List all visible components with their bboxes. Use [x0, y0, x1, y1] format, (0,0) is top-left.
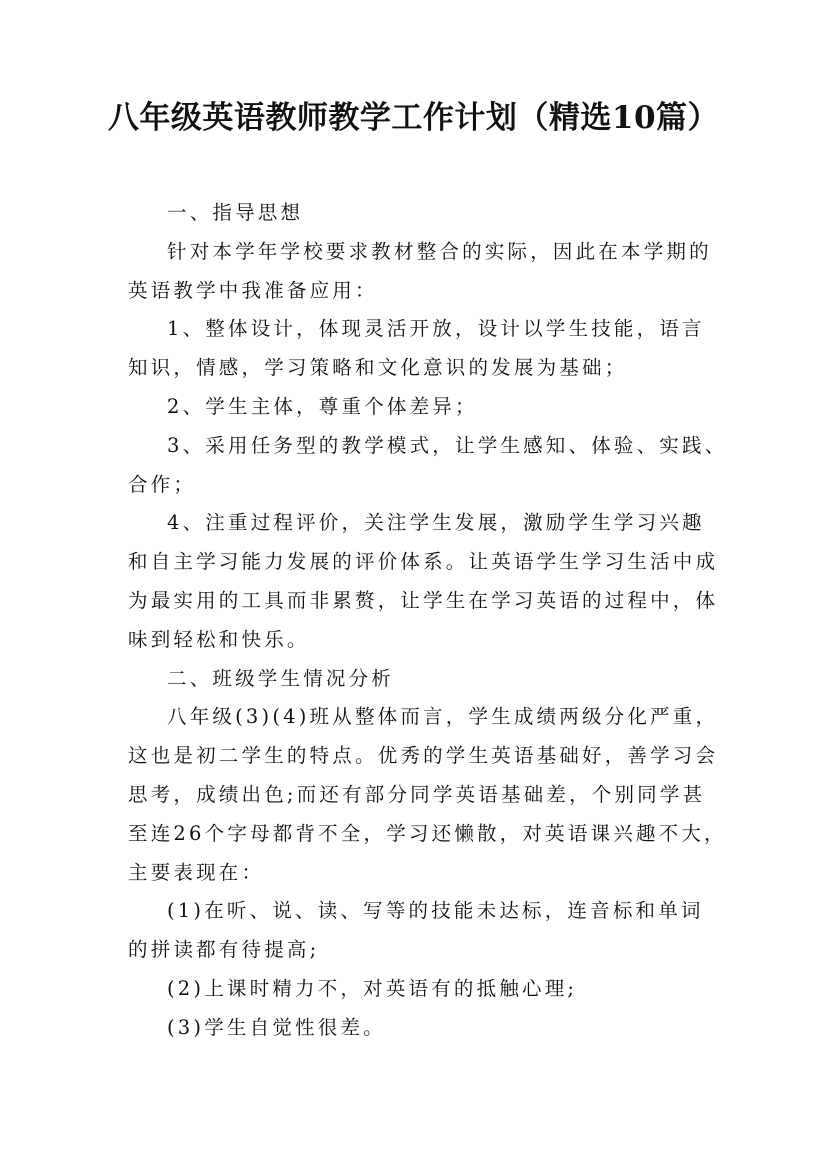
- text-line: 2、学生主体，尊重个体差异；: [167, 394, 478, 418]
- text-line: 3、采用任务型的教学模式，让学生感知、体验、实践、: [167, 433, 728, 457]
- text-line: 合作；: [128, 472, 197, 496]
- text-line: 这也是初二学生的特点。优秀的学生英语基础好，善学习会: [128, 744, 719, 768]
- text-line: 1、整体设计，体现灵活开放，设计以学生技能，语言: [167, 317, 705, 341]
- text-line: 八年级(3)(4)班从整体而言，学生成绩两级分化严重，: [167, 705, 719, 729]
- list-item: [128, 1009, 713, 1048]
- text-line: 英语教学中我准备应用：: [128, 278, 378, 302]
- document-body: [128, 194, 728, 1048]
- list-item: [128, 427, 728, 505]
- text-line: (2)上课时精力不，对英语有的抵触心理;: [167, 976, 578, 1000]
- text-line: 4、注重过程评价，关注学生发展，激励学生学习兴趣: [167, 511, 705, 535]
- page-title: 八年级英语教师教学工作计划（精选10篇）: [107, 100, 720, 136]
- list-item: [128, 310, 713, 388]
- list-item: [128, 504, 719, 659]
- list-item: [128, 892, 713, 970]
- text-line: 二、班级学生情况分析: [167, 666, 395, 690]
- text-line: 的拼读都有待提高;: [128, 938, 320, 962]
- paragraph: [128, 233, 713, 311]
- paragraph: [128, 698, 727, 892]
- text-line: 和自主学习能力发展的评价体系。让英语学生学习生活中成: [128, 550, 719, 574]
- text-line: 针对本学年学校要求教材整合的实际，因此在本学期的: [167, 239, 712, 263]
- list-item: [128, 388, 713, 427]
- text-line: 主要表现在：: [128, 860, 265, 884]
- text-line: 为最实用的工具而非累赘，让学生在学习英语的过程中，体: [128, 588, 719, 612]
- text-line: 知识，情感，学习策略和文化意识的发展为基础；: [128, 356, 628, 380]
- text-line: 味到轻松和快乐。: [128, 627, 310, 651]
- text-line: 一、指导思想: [167, 201, 304, 224]
- section-heading-class-analysis: [128, 660, 713, 699]
- text-line: (1)在听、说、读、写等的技能未达标，连音标和单词: [167, 899, 704, 923]
- text-line: 思考，成绩出色;而还有部分同学英语基础差，个别同学甚: [128, 782, 706, 806]
- text-line: 至连26个字母都背不全，学习还懒散，对英语课兴趣不大，: [128, 821, 727, 845]
- section-heading-guiding-ideology: [128, 194, 713, 233]
- text-line: (3)学生自觉性很差。: [167, 1015, 386, 1039]
- list-item: [128, 970, 713, 1009]
